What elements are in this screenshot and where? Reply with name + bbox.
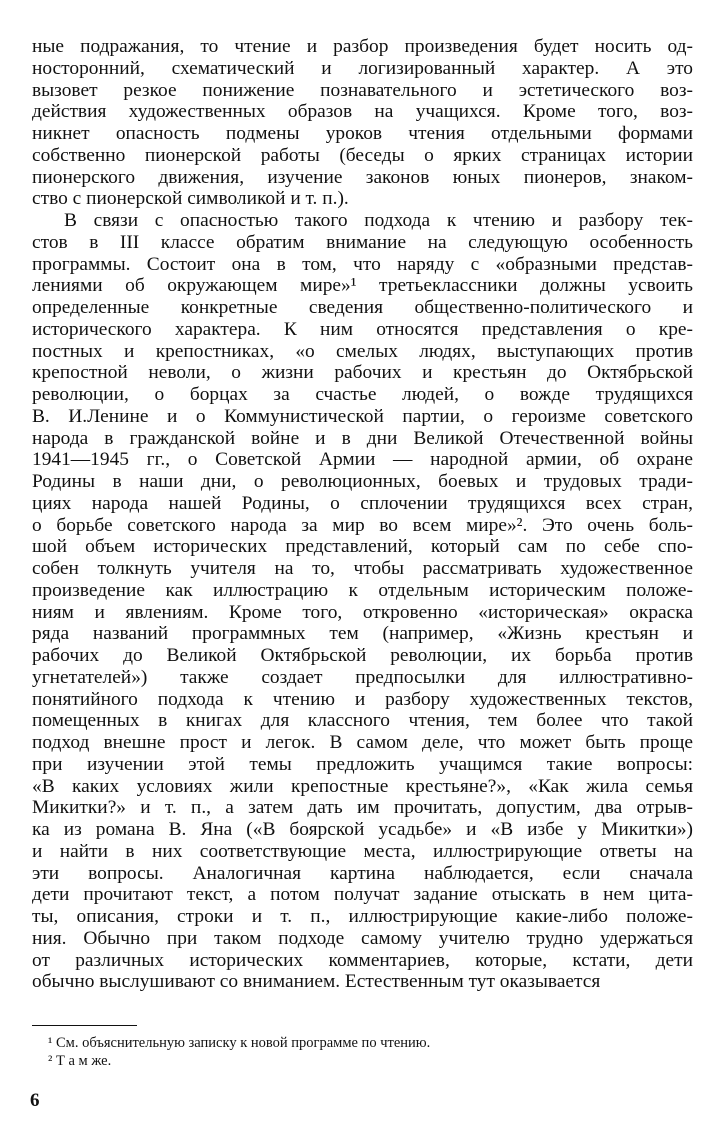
text-line: дети прочитают текст, а потом получат задание отыскать в нем цита-	[32, 884, 693, 906]
text-line: угнетателей») также создает предпосылки для иллюстративно-	[32, 666, 693, 688]
footnote: ¹ См. объяснительную записку к новой программе по чтению.	[48, 1035, 431, 1051]
text-line: ряда названий программных тем (например, «Жизнь крестьян и	[32, 623, 693, 645]
text-line: никнет опасность подмены уроков чтения отдельными формами	[32, 123, 693, 144]
text-line: стов в III классе обратим внимание на следующую особенность	[32, 231, 693, 253]
text-line: лениями об окружающем мире»¹ третьеклассники должны усвоить	[32, 275, 693, 297]
text-line: ство с пионерской символикой и т. п.).	[32, 188, 349, 210]
text-line: и найти в них соответствующие места, иллюстрирующие ответы на	[32, 840, 693, 862]
text-line: собственно пионерской работы (беседы о ярких страницах истории	[32, 144, 693, 166]
text-line: от различных исторических комментариев, которые, кстати, дети	[32, 949, 693, 971]
text-line: крепостной неволи, о жизни рабочих и крестьян до Октябрьской	[32, 362, 693, 384]
text-line: Родины в наши дни, о революционных, боевых и трудовых тради-	[32, 471, 693, 492]
text-line: ные подражания, то чтение и разбор произведения будет носить од-	[32, 36, 693, 57]
text-line: носторонний, схематический и логизированный характер. А это	[32, 57, 693, 79]
text-line: действия художественных образов на учащихся. Кроме того, воз-	[32, 101, 693, 123]
text-line: при изучении этой темы предложить учащимся такие вопросы:	[32, 753, 693, 775]
page-number: 6	[30, 1090, 40, 1111]
footnote: ² Т а м же.	[48, 1053, 112, 1069]
text-line: В связи с опасностью такого подхода к чтению и разбору тек-	[64, 210, 693, 231]
text-line: ка из романа В. Яна («В боярской усадьбе» и «В избе у Микитки»)	[32, 819, 693, 840]
text-line: В. И.Ленине и о Коммунистической партии, о героизме советского	[32, 405, 693, 427]
footnote-divider	[32, 1025, 137, 1026]
text-line: обычно выслушивают со вниманием. Естественным тут оказывается	[32, 971, 601, 993]
text-line: помещенных в книгах для классного чтения, тем более что такой	[32, 710, 693, 732]
text-line: пионерского движения, изучение законов юных пионеров, знаком-	[32, 166, 693, 188]
text-line: исторического характера. К ним относятся представления о кре-	[32, 318, 693, 340]
text-line: вызовет резкое понижение познавательного и эстетического воз-	[32, 79, 693, 101]
text-line: народа в гражданской войне и в дни Великой Отечественной войны	[32, 427, 693, 449]
text-line: произведение как иллюстрацию к отдельным историческим положе-	[32, 579, 693, 601]
text-line: ты, описания, строки и т. п., иллюстрирующие какие-либо положе-	[32, 906, 693, 927]
text-line: понятийного подхода к чтению и разбору художественных текстов,	[32, 688, 693, 710]
text-line: ниям и явлениям. Кроме того, откровенно «историческая» окраска	[32, 601, 693, 623]
text-line: Микитки?» и т. п., а затем дать им прочитать, допустим, два отрыв-	[32, 797, 693, 819]
text-line: собен толкнуть учителя на то, чтобы рассматривать художественное	[32, 558, 693, 579]
text-line: эти вопросы. Аналогичная картина наблюдается, если сначала	[32, 862, 693, 884]
text-line: рабочих до Великой Октябрьской революции, их борьба против	[32, 645, 693, 666]
text-line: «В каких условиях жили крепостные крестьяне?», «Как жила семья	[32, 775, 693, 797]
text-line: подход внешне прост и легок. В самом деле, что может быть проще	[32, 732, 693, 753]
text-line: определенные конкретные сведения общественно-политического и	[32, 297, 693, 318]
text-line: о борьбе советского народа за мир во всем мире»². Это очень боль-	[32, 514, 693, 536]
text-line: программы. Состоит она в том, что наряду с «образными представ-	[32, 253, 693, 275]
text-line: постных и крепостниках, «о смелых людях, выступающих против	[32, 340, 693, 362]
text-line: революции, о борцах за счастье людей, о вожде трудящихся	[32, 384, 693, 405]
text-line: 1941—1945 гг., о Советской Армии — народной армии, об охране	[32, 449, 693, 471]
text-line: циях народа нашей Родины, о сплочении трудящихся всех стран,	[32, 492, 693, 514]
text-line: шой объем исторических представлений, который сам по себе спо-	[32, 536, 693, 558]
text-line: ния. Обычно при таком подходе самому учителю трудно удержаться	[32, 927, 693, 949]
